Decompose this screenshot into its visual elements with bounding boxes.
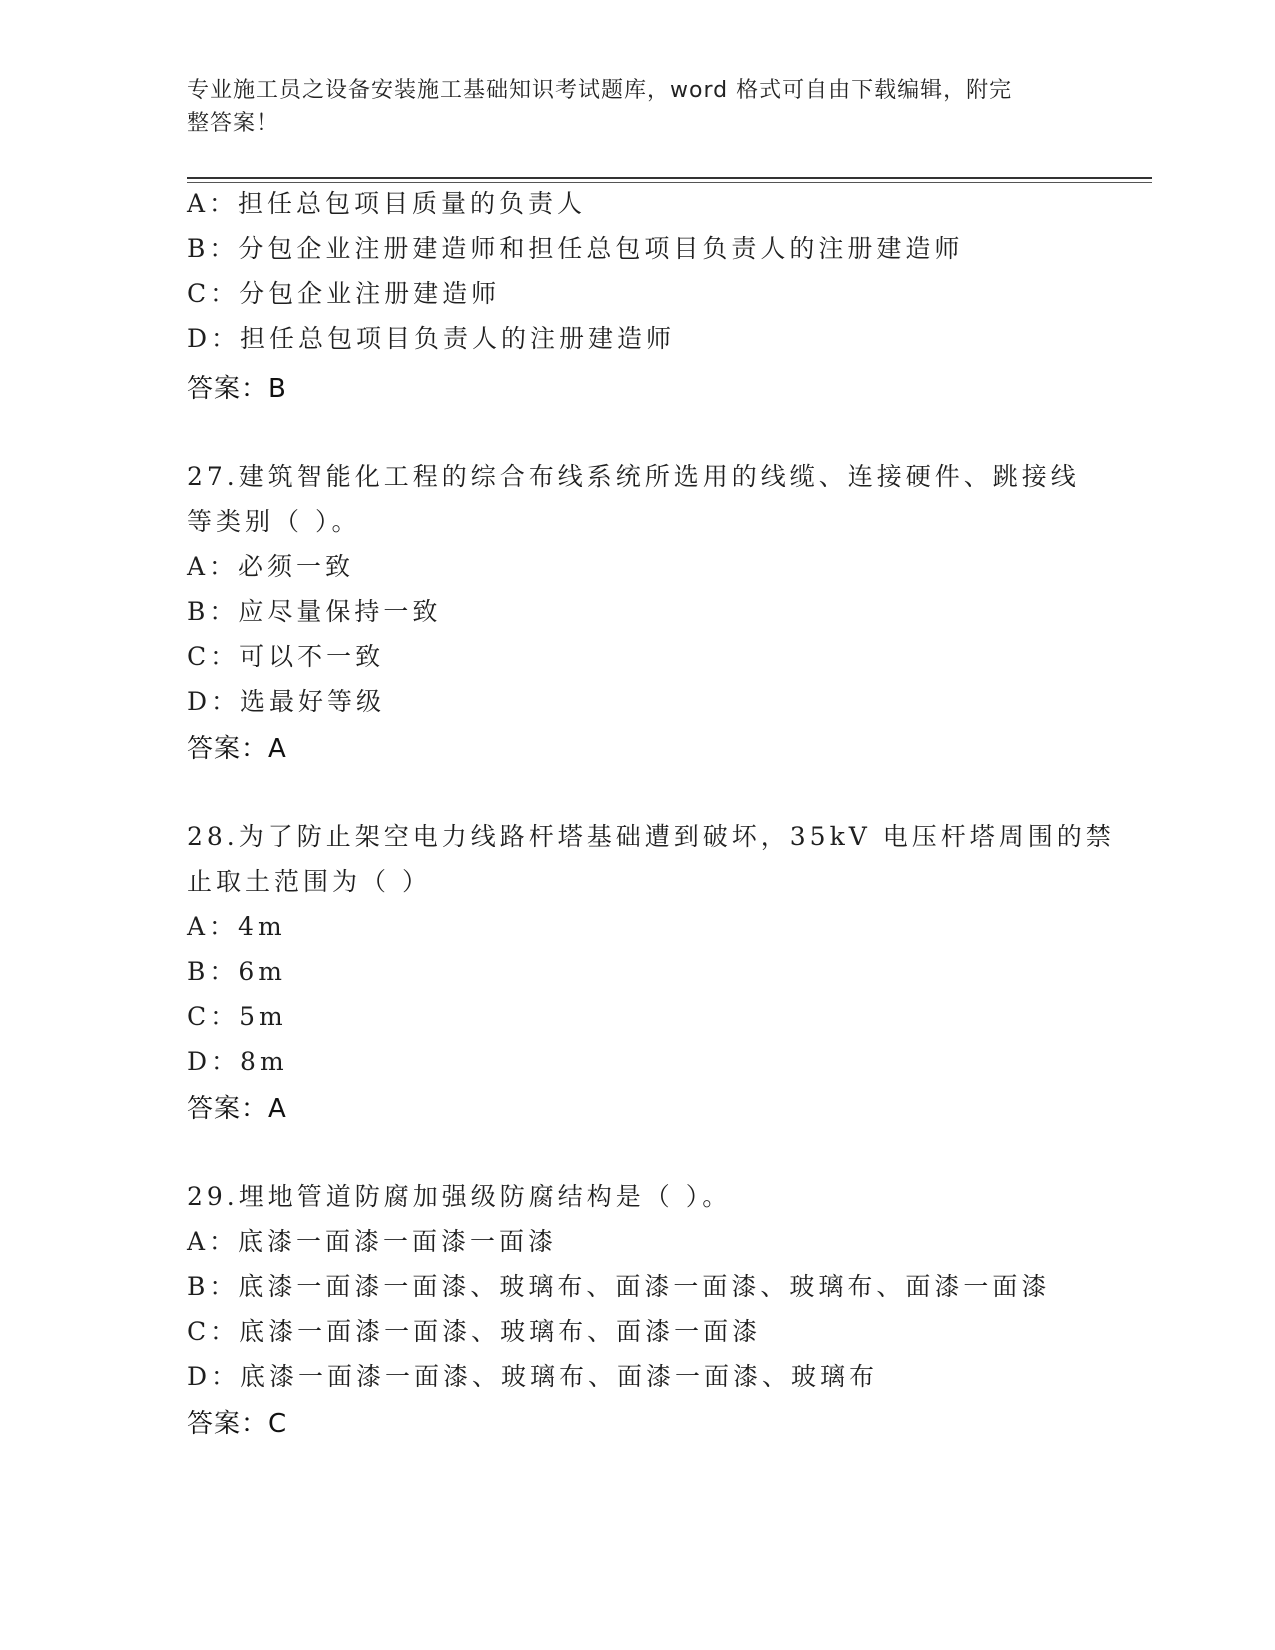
question-28-option-c: C：5m bbox=[187, 1002, 287, 1031]
header-rule-thick bbox=[187, 177, 1152, 179]
question-29-option-a: A：底漆一面漆一面漆一面漆 bbox=[187, 1227, 558, 1256]
option-b: B：分包企业注册建造师和担任总包项目负责人的注册建造师 bbox=[187, 234, 964, 263]
question-27-option-b: B：应尽量保持一致 bbox=[187, 597, 442, 626]
header-rule-thin bbox=[187, 182, 1152, 183]
header-line-1: 专业施工员之设备安装施工基础知识考试题库，word 格式可自由下载编辑，附完 bbox=[187, 78, 1013, 103]
question-27-stem-line-1: 27.建筑智能化工程的综合布线系统所选用的线缆、连接硬件、跳接线 bbox=[187, 462, 1080, 491]
question-27-answer: 答案：A bbox=[187, 734, 287, 764]
question-27-option-a: A：必须一致 bbox=[187, 552, 355, 581]
question-29-stem: 29.埋地管道防腐加强级防腐结构是（ ）。 bbox=[187, 1182, 732, 1211]
question-28-stem-line-2: 止取土范围为（ ） bbox=[187, 867, 431, 896]
question-27-option-d: D：选最好等级 bbox=[187, 687, 386, 716]
header-line-2: 整答案！ bbox=[187, 111, 280, 136]
question-29-option-c: C：底漆一面漆一面漆、玻璃布、面漆一面漆 bbox=[187, 1317, 762, 1346]
question-29-answer: 答案：C bbox=[187, 1409, 288, 1439]
question-28-option-a: A：4m bbox=[187, 912, 286, 941]
question-27-option-c: C：可以不一致 bbox=[187, 642, 385, 671]
option-d: D：担任总包项目负责人的注册建造师 bbox=[187, 324, 676, 353]
question-28-option-b: B：6m bbox=[187, 957, 286, 986]
question-27-stem-line-2: 等类别（ ）。 bbox=[187, 507, 361, 536]
option-c: C：分包企业注册建造师 bbox=[187, 279, 501, 308]
question-29-option-d: D：底漆一面漆一面漆、玻璃布、面漆一面漆、玻璃布 bbox=[187, 1362, 879, 1391]
page-header bbox=[187, 74, 1067, 140]
question-28-stem-line-1: 28.为了防止架空电力线路杆塔基础遭到破坏，35kV 电压杆塔周围的禁 bbox=[187, 822, 1115, 851]
option-a: A：担任总包项目质量的负责人 bbox=[187, 189, 587, 218]
answer-line: 答案：B bbox=[187, 374, 287, 404]
question-28-answer: 答案：A bbox=[187, 1094, 287, 1124]
question-28-option-d: D：8m bbox=[187, 1047, 288, 1076]
question-29-option-b: B：底漆一面漆一面漆、玻璃布、面漆一面漆、玻璃布、面漆一面漆 bbox=[187, 1272, 1051, 1301]
